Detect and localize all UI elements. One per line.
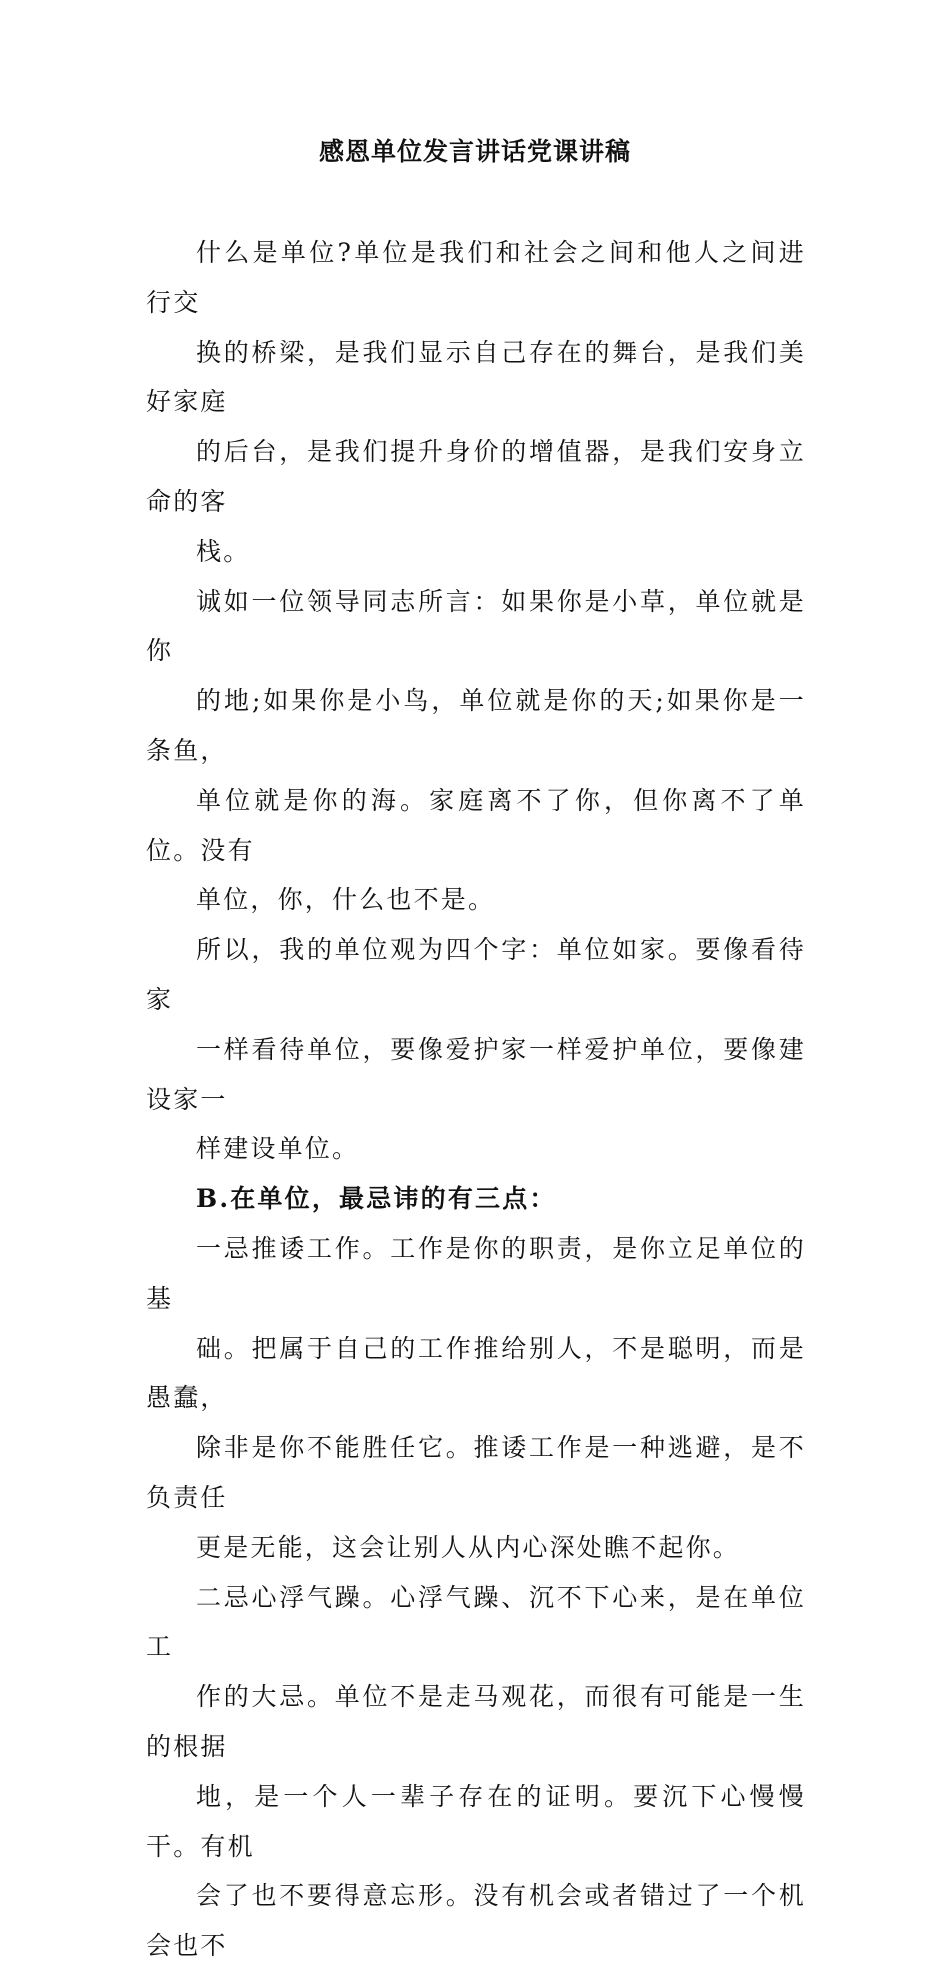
- paragraph-line: 更是无能，这会让别人从内心深处瞧不起你。: [196, 1532, 741, 1562]
- paragraph-line: 础。把属于自己的工作推给别人，不是聪明，而是愚蠢，: [146, 1333, 806, 1413]
- paragraph: [146, 1573, 806, 1971]
- paragraph: [146, 1224, 806, 1573]
- paragraph-line: 换的桥梁，是我们显示自己存在的舞台，是我们美好家庭: [146, 337, 806, 417]
- paragraph-line: 的地;如果你是小鸟，单位就是你的天;如果你是一条鱼，: [146, 686, 806, 765]
- paragraph-line: 单位就是你的海。家庭离不了你，但你离不了单位。没有: [146, 785, 806, 865]
- paragraph-line: 除非是你不能胜任它。推诿工作是一种逃避，是不负责任: [146, 1433, 806, 1512]
- paragraph-line: 的后台，是我们提升身价的增值器，是我们安身立命的客: [146, 437, 806, 516]
- paragraph-line: 二忌心浮气躁。心浮气躁、沉不下心来，是在单位工: [146, 1582, 806, 1662]
- paragraph-line: 一忌推诿工作。工作是你的职责，是你立足单位的基: [146, 1233, 806, 1313]
- document-title: 感恩单位发言讲话党课讲稿: [318, 137, 631, 166]
- document-body: [146, 228, 806, 1971]
- paragraph-line: 地，是一个人一辈子存在的证明。要沉下心慢慢干。有机: [146, 1781, 806, 1861]
- paragraph-line: 栈。: [196, 536, 251, 566]
- paragraph-line: 作的大忌。单位不是走马观花，而很有可能是一生的根据: [146, 1682, 806, 1761]
- paragraph: [146, 577, 806, 926]
- paragraph: [146, 925, 806, 1174]
- paragraph-line: 诚如一位领导同志所言：如果你是小草，单位就是你: [146, 586, 806, 666]
- section-heading: [146, 1174, 806, 1224]
- paragraph-line: 所以，我的单位观为四个字：单位如家。要像看待家: [146, 935, 806, 1014]
- paragraph: [146, 228, 806, 577]
- paragraph-line: 什么是单位?单位是我们和社会之间和他人之间进行交: [146, 238, 806, 317]
- paragraph-line: 一样看待单位，要像爱护家一样爱护单位，要像建设家一: [146, 1034, 806, 1114]
- section-heading-text: B.在单位，最忌讳的有三点：: [196, 1184, 557, 1214]
- paragraph-line: 样建设单位。: [196, 1134, 360, 1164]
- paragraph-line: 单位，你，什么也不是。: [196, 885, 496, 915]
- paragraph-line: 会了也不要得意忘形。没有机会或者错过了一个机会也不: [146, 1881, 806, 1961]
